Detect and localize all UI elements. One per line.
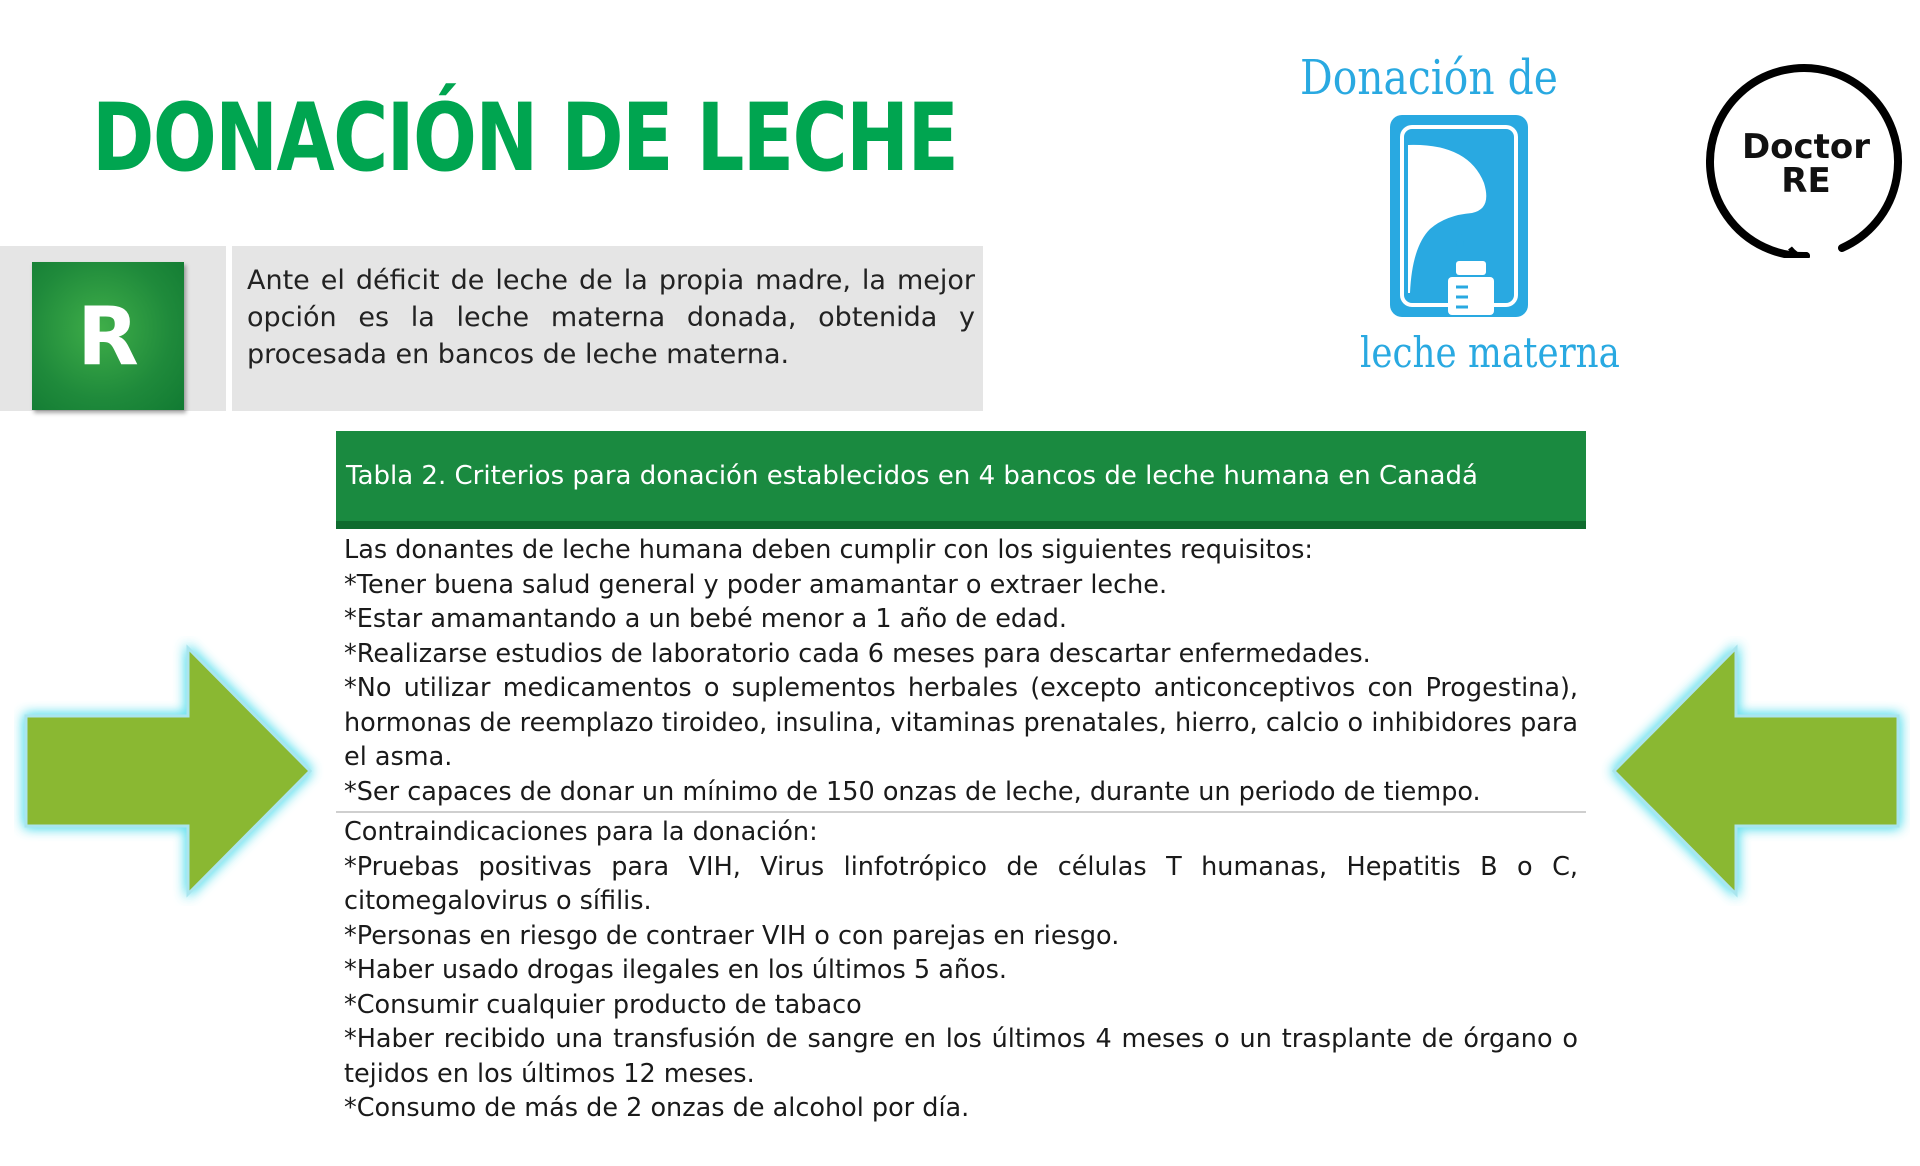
- breast-milk-bottle-icon: [1388, 113, 1530, 319]
- criteria-table: [336, 431, 1586, 1126]
- contraindication-item: *Consumir cualquier producto de tabaco: [344, 989, 862, 1020]
- requirement-item: *Estar amamantando a un bebé menor a 1 año de edad.: [344, 604, 1067, 634]
- contraindication-item: *Personas en riesgo de contraer VIH o con parejas en riesgo.: [344, 920, 1120, 951]
- requirement-item: *Tener buena salud general y poder amamantar o extraer leche.: [344, 569, 1168, 600]
- arrow-left-icon: [1600, 636, 1910, 906]
- page-title: DONACIÓN DE LECHE: [92, 84, 958, 193]
- donation-logo-title: Donación de: [1300, 50, 1558, 106]
- requirement-item: *Ser capaces de donar un mínimo de 150 onzas de leche, durante un periodo de tiempo.: [344, 776, 1481, 807]
- donation-logo-subtitle: leche materna: [1360, 328, 1620, 377]
- doctor-re-logo: [1706, 58, 1906, 258]
- requirement-item: *Realizarse estudios de laboratorio cada 6 meses para descartar enfermedades.: [344, 638, 1371, 669]
- requirement-item: *No utilizar medicamentos o suplementos herbales (excepto anticonceptivos con Progestina), hormonas de reemplazo tiroideo, insulina, vitaminas prenatales, hierro, calcio o inhibidores para el asma.: [344, 673, 1578, 772]
- contraindication-item: *Haber recibido una transfusión de sangre en los últimos 4 meses o un trasplante de órgano o tejidos en los últimos 12 meses.: [344, 1024, 1578, 1089]
- table-divider: [336, 811, 1586, 813]
- requirements-heading: Las donantes de leche humana deben cumplir con los siguientes requisitos:: [344, 535, 1314, 565]
- recommendation-text: Ante el déficit de leche de la propia madre, la mejor opción es la leche materna donada, obtenida y procesada en bancos de leche materna.: [247, 265, 975, 370]
- contraindication-item: *Consumo de más de 2 onzas de alcohol por día.: [344, 1093, 970, 1123]
- contraindications-heading: Contraindicaciones para la donación:: [344, 817, 818, 847]
- doctor-logo-line1: Doctor: [1741, 127, 1871, 167]
- table-body: [336, 529, 1586, 1126]
- recommendation-box: [0, 246, 983, 411]
- doctor-logo-line2: RE: [1781, 161, 1831, 201]
- divider: [226, 246, 232, 411]
- contraindication-item: *Haber usado drogas ilegales en los últimos 5 años.: [344, 955, 1008, 985]
- table-title: Tabla 2. Criterios para donación establecidos en 4 bancos de leche humana en Canadá: [336, 431, 1586, 529]
- recommendation-badge: R: [32, 262, 184, 410]
- contraindication-item: *Pruebas positivas para VIH, Virus linfotrópico de células T humanas, Hepatitis B o C, citomegalovirus o sífilis.: [344, 851, 1578, 916]
- arrow-right-icon: [14, 636, 324, 906]
